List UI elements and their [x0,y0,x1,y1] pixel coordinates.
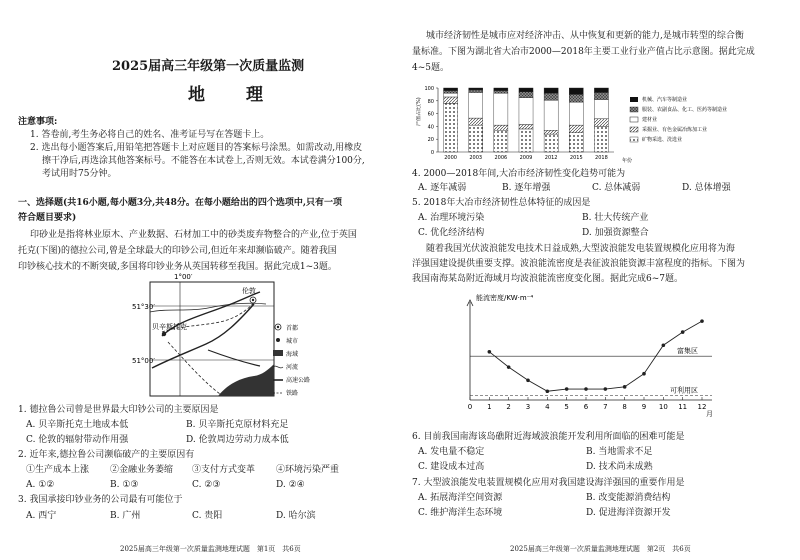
option[interactable]: A. 拓展海洋空间资源 [418,493,503,503]
bar-segment [444,91,458,94]
bar-ytick-label: 80 [427,98,434,105]
line-xtick-label: 3 [525,403,531,411]
bar-segment [594,92,608,99]
bar-segment [494,125,508,130]
lon-label: 1°00′ [174,273,193,281]
bar-legend-item: 矿物采选、洗选业 [642,137,683,143]
line-axes [467,300,712,400]
option[interactable]: B. 贝辛斯托克原材料充足 [186,420,289,430]
city-london: 伦敦 [242,287,256,295]
option[interactable]: D. ②④ [276,480,305,490]
wave-energy-point [662,343,666,347]
section-heading: 一、选择题(共16小题,每小题3分,共48分。在每小题给出的四个选项中,只有一项 [18,198,342,208]
wave-energy-point [700,319,704,323]
bar-segment [494,130,508,152]
option[interactable]: D. 技术尚未成熟 [586,462,653,472]
lat-label-top: 51°30′ [132,303,155,311]
bar-legend-item: 建材业 [642,117,658,123]
bar-segment [494,88,508,91]
question-stem: 6. 目前我国南海该岛礁附近海域波浪能开发利用所面临的困难可能是 [412,432,685,442]
option[interactable]: A. 治理环境污染 [418,213,485,223]
bar-segment [544,130,558,134]
bar-segment [594,88,608,92]
notice-item: 1. 答卷前,考生务必将自己的姓名、准考证号写在答题卡上。 [30,130,270,140]
wave-energy-point [565,387,569,391]
bar-segment [519,129,533,152]
bar-segment [444,93,458,97]
bar-xtick-label: 2018 [595,155,608,161]
bar-xtick-label: 2003 [469,155,483,161]
intro-text: 4~5题。 [412,63,449,73]
threshold-label: 可利用区 [670,386,698,395]
option[interactable]: A. 逐年减弱 [418,183,467,193]
legend-railway: 铁路 [286,390,299,397]
bar-segment [444,97,458,103]
question-stem: 2. 近年来,德拉鲁公司濒临破产的主要原因有 [18,450,195,460]
option[interactable]: D. 伦敦周边劳动力成本低 [186,435,289,445]
option[interactable]: C. 伦敦的辐射带动作用强 [26,435,129,445]
bar-segment [594,119,608,127]
industry-share-chart [416,82,786,166]
option[interactable]: C. ②③ [192,480,221,490]
exam-title: 2025届高三年级第一次质量监测 [112,59,305,74]
wave-energy-chart [440,288,760,422]
option[interactable]: A. 贝辛斯托克土地成本低 [26,420,129,430]
line-xaxis [468,397,707,411]
bar-segment [544,100,558,130]
bar-segment [469,125,483,152]
line-thresholds [470,346,712,395]
wave-energy-point [526,378,530,382]
question-stem: 3. 我国承接印钞业务的公司最有可能位于 [18,495,183,505]
bar-ytick-label: 20 [427,137,434,144]
wave-energy-point [642,372,646,376]
bar-xtick-label: 2015 [569,155,583,161]
bar-legend-item: 机械、汽车等制造业 [642,97,688,103]
wave-energy-point [488,350,492,354]
option[interactable]: B. 改变能源消费结构 [586,493,671,503]
bar-xtick-label: 2009 [519,155,533,161]
bar-ytick-label: 40 [427,124,434,131]
wave-energy-point [681,330,685,334]
question-stem: 7. 大型波浪能发电装置规模化应用对我国建设海洋强国的重要作用是 [412,478,685,488]
intro-text: 印砂业是指将林业原木、产业数据、石材加工中的砂类废弃物整合的产业,位于英国 [30,230,357,240]
line-xtick-label: 7 [603,403,608,411]
notice-heading: 注意事项: [18,117,58,127]
section-heading: 符合题目要求) [18,213,77,223]
bar-segment [569,102,583,125]
lat-label-bottom: 51°00′ [132,357,155,365]
bar-segment [444,88,458,91]
option[interactable]: B. 壮大传统产业 [582,213,649,223]
legend-motorway: 高速公路 [286,377,311,384]
line-xtick-label: 11 [678,403,688,411]
question-stem: 4. 2000—2018年间,大冶市经济韧性变化趋势可能为 [412,169,626,179]
option[interactable]: C. 建设成本过高 [418,462,485,472]
option[interactable]: A. ①② [26,480,55,490]
bar-xtick-label: 2000 [444,155,457,161]
bar-ytick-label: 60 [427,111,434,118]
sub-item: ②金融业务萎缩 [110,465,174,475]
notice-item: 考试用时75分钟。 [42,169,117,179]
bar-segment [544,93,558,100]
sub-item: ①生产成本上涨 [26,465,90,475]
wave-energy-point [623,385,627,389]
option[interactable]: C. 维护海洋生态环境 [418,508,503,518]
bar-segment [444,103,458,152]
wave-energy-point [546,389,550,393]
bar-ytick-label: 0 [430,150,434,156]
bar-segment [469,118,483,125]
line-xtick-label: 10 [658,403,668,411]
bar-segment [519,92,533,98]
subject-title: 地 理 [188,85,275,105]
line-xtick-label: 8 [622,403,627,411]
right-page [400,0,800,560]
wave-energy-point [604,387,608,391]
bar-segment [494,93,508,125]
page-footer: 2025届高三年级第一次质量监测地理试题 第1页 共6页 [120,545,301,553]
bar-segment [544,88,558,93]
notice-item: 2. 选出每小题答案后,用铅笔把答题卡上对应题目的答案标号涂黑。如需改动,用橡皮 [30,143,363,153]
line-xtick-label: 6 [583,403,589,411]
bar-segment [569,94,583,102]
line-xtick-label: 12 [697,403,707,411]
option[interactable]: A. 西宁 [26,511,57,521]
bar-legend-item: 服装、农副食品、化工、医药等制造业 [642,107,728,113]
option[interactable]: A. 发电量不稳定 [418,447,485,457]
option[interactable]: B. 逐年增强 [502,183,551,193]
line-xtick-label: 0 [467,403,473,411]
option[interactable]: D. 促进海洋资源开发 [586,508,671,518]
legend-capital: 首都 [286,325,299,332]
line-xtick-label: 5 [564,403,569,411]
option[interactable]: D. 哈尔滨 [276,511,316,521]
option[interactable]: B. 当地需求不足 [586,447,653,457]
bar-xlabel: 年份 [622,158,633,164]
option[interactable]: D. 总体增强 [682,183,731,193]
bar-xtick-label: 2006 [494,155,508,161]
bar-segment [594,100,608,119]
basingstoke-marker [162,332,166,336]
wave-energy-point [584,387,588,391]
wave-energy-point [507,365,511,369]
line-xtick-label: 2 [506,403,511,411]
city-basingstoke: 贝辛斯托克 [152,323,187,331]
bar-series [444,88,609,152]
legend-city: 城市 [286,338,299,345]
question-stem: 1. 德拉鲁公司曾是世界最大印钞公司的主要原因是 [18,405,219,415]
line-ylabel: 能流密度/KW·m⁻⁴ [476,294,534,302]
bar-segment [519,88,533,92]
bar-segment [569,133,583,152]
bar-segment [469,92,483,118]
intro-text: 托克(下图)的德拉公司,曾是全球最大的印钞公司,但近年来却濒临破产。随着我国 [18,246,337,256]
intro-text: 印钞核心技术的不断突破,多国将印钞业务从英国转移至我国。据此完成1~3题。 [18,262,337,272]
option[interactable]: C. 贵阳 [192,511,223,521]
option[interactable]: C. 总体减弱 [592,183,641,193]
legend-river: 河流 [286,364,299,371]
bar-segment [519,124,533,128]
bar-legend [630,96,727,143]
option[interactable]: C. 优化经济结构 [418,228,485,238]
page-footer: 2025届高三年级第一次质量监测地理试题 第2页 共6页 [510,545,691,553]
bar-segment [469,88,483,90]
line-xlabel: 月 [706,410,713,418]
option[interactable]: D. 加强资源整合 [582,228,649,238]
bar-ytick-label: 100 [424,86,434,92]
map-legend [272,322,318,406]
question-stem: 5. 2018年大冶市经济韧性总体特征的成因是 [412,198,591,208]
line-xtick-label: 4 [545,403,550,411]
bar-xtick-label: 2012 [544,155,558,161]
bar-legend-item: 采掘业、有色金属冶炼加工业 [642,127,708,133]
intro-text: 随着我国光伏波浪能发电技术日益成熟,大型波浪能发电装置规模化应用将为海 [426,244,735,254]
bar-segment [469,90,483,93]
bar-segment [569,125,583,133]
legend-sea: 海域 [286,351,299,358]
threshold-label: 富集区 [677,347,698,356]
bar-segment [569,88,583,94]
option[interactable]: B. 广州 [110,511,141,521]
bar-segment [594,126,608,152]
intro-text: 城市经济韧性是城市应对经济冲击、从中恢复和更新的能力,是城市转型的综合衡 [426,31,744,41]
line-xtick-label: 9 [641,403,647,411]
intro-text: 洋强国建设提供重要支撑。波浪能流密度是表征波浪能资源丰富程度的指标。下图为 [412,259,746,269]
bar-segment [519,98,533,125]
notice-item: 擦干净后,再选涂其他答案标号。不能答在本试卷上,否则无效。本试卷满分100分, [42,156,365,166]
intro-text: 量标准。下图为湖北省大冶市2000—2018年主要工业行业产值占比示意图。据此完成 [412,47,755,57]
intro-text: 我国南海某岛附近海域月均波浪能流密度变化图。据此完成6~7题。 [412,274,683,284]
option[interactable]: B. ①③ [110,480,139,490]
bar-segment [544,134,558,152]
sub-item: ③支付方式变革 [192,465,256,475]
bar-segment [494,91,508,94]
bar-xaxis [444,155,608,161]
line-xtick-label: 1 [487,403,492,411]
bar-ylabel: 产值占比(%) [416,97,422,126]
sub-item: ④环境污染严重 [276,465,340,475]
